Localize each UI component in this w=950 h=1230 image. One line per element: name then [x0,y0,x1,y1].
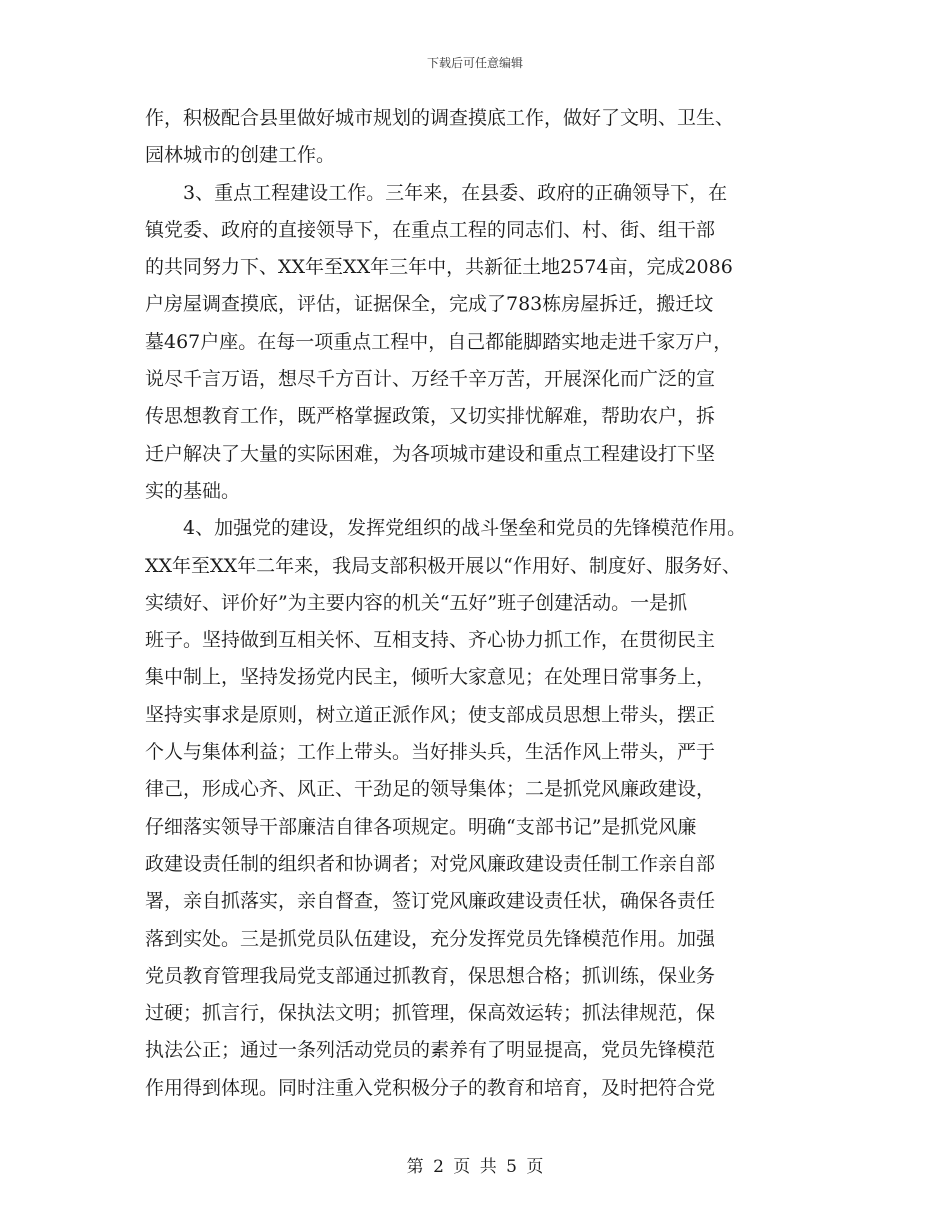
text-line: 实绩好、评价好”为主要内容的机关“五好”班子创建活动。一是抓 [145,591,688,614]
text-line: 说尽千言万语，想尽千方百计、万经千辛万苦，开展深化而广泛的宣 [145,368,716,391]
text-line: XX年至XX年二年来，我局支部积极开展以“作用好、制度好、服务好、 [145,554,741,577]
text-line: 党员教育管理我局党支部通过抓教育，保思想合格；抓训练，保业务 [145,964,716,987]
text-line: 实的基础。 [145,479,241,502]
text-line: 户房屋调查摸底，评估，证据保全，完成了783栋房屋拆迁，搬迁坟 [145,293,714,316]
text-line: 执法公正；通过一条列活动党员的素养有了明显提高，党员先锋模范 [145,1039,716,1062]
text-line: 迁户解决了大量的实际困难，为各项城市建设和重点工程建设打下坚 [145,442,716,465]
text-line: 镇党委、政府的直接领导下，在重点工程的同志们、村、街、组干部 [145,218,716,241]
text-line: 园林城市的创建工作。 [145,144,336,167]
text-line: 过硬；抓言行，保执法文明；抓管理，保高效运转；抓法律规范，保 [145,1002,716,1025]
text-line: 仔细落实领导干部廉洁自律各项规定。明确“支部书记”是抓党风廉 [145,815,697,838]
text-line: 墓467户座。在每一项重点工程中，自己都能脚踏实地走进千家万户， [145,330,733,353]
text-line: 落到实处。三是抓党员队伍建设，充分发挥党员先锋模范作用。加强 [145,927,716,950]
text-line: 坚持实事求是原则，树立道正派作风；使支部成员思想上带头，摆正 [145,703,716,726]
text-line: 政建设责任制的组织者和协调者；对党风廉政建设责任制工作亲自部 [145,852,716,875]
text-line: 个人与集体利益；工作上带头。当好排头兵，生活作风上带头，严于 [145,741,716,764]
text-line: 集中制上，坚持发扬党内民主，倾听大家意见；在处理日常事务上， [145,666,716,689]
text-line: 律己，形成心齐、风正、干劲足的领导集体；二是抓党风廉政建设， [145,778,716,801]
page-header: 下载后可任意编辑 [426,56,523,70]
text-line: 3、重点工程建设工作。三年来，在县委、政府的正确领导下，在 [183,181,728,204]
text-line: 传思想教育工作，既严格掌握政策，又切实排忧解难，帮助农户，拆 [145,405,716,428]
document-body [145,100,825,1107]
text-line: 班子。坚持做到互相关怀、互相支持、齐心协力抓工作，在贯彻民主 [145,629,716,652]
text-line: 作，积极配合县里做好城市规划的调查摸底工作，做好了文明、卫生、 [145,107,735,129]
text-line: 的共同努力下、XX年至XX年三年中，共新征土地2574亩，完成2086 [145,256,733,279]
text-line: 署，亲自抓落实，亲自督查，签订党风廉政建设责任状，确保各责任 [145,890,716,913]
page-number-footer: 第 2 页 共 5 页 [406,1157,544,1177]
text-line: 4、加强党的建设，发挥党组织的战斗堡垒和党员的先锋模范作用。 [183,517,747,540]
text-line: 作用得到体现。同时注重入党积极分子的教育和培育，及时把符合党 [145,1076,716,1099]
